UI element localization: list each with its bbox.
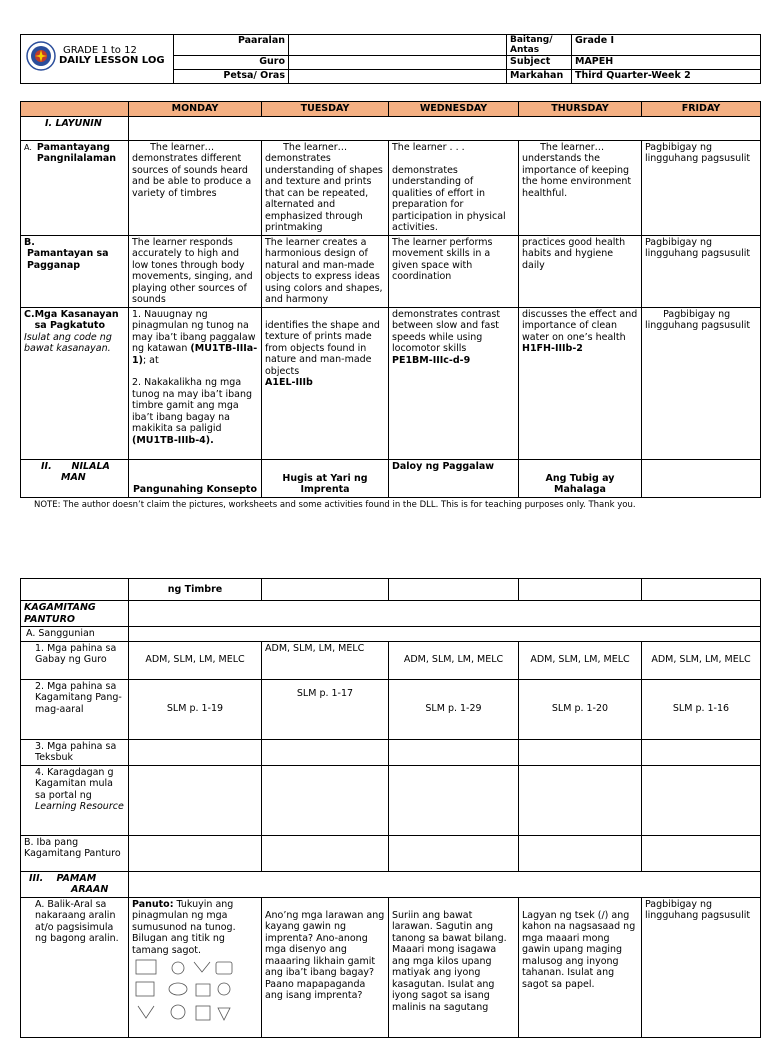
section-nilalaman-heading [21,459,129,497]
kagamitan-row3-monday [129,739,262,765]
pamamaraan-word1: PAMAM [56,872,97,884]
thursday-objective-code: H1FH-IIIb-2 [522,343,583,354]
kagamitan-row2-wednesday: SLM p. 1-29 [389,679,519,739]
row-c-thursday [519,307,642,459]
nilalaman-wednesday: Daloy ng Paggalaw [389,459,519,497]
monday-objective-1-code: (MU1TB-IIIa-1) [132,343,258,366]
corner-cell [21,102,129,117]
section-layunin-heading: I. LAYUNIN [21,116,129,140]
day-header-thursday: THURSDAY [519,102,642,117]
wednesday-objective-code: PE1BM-IIIc-d-9 [392,354,471,366]
nilalaman-num: II. [41,460,52,472]
kagamitan-row3-label: 3. Mga pahina sa Teksbuk [21,739,129,765]
row-a-tuesday: The learner… demonstrates understanding of shapes and texture and prints that can be repeated, alternated and emphasized through printmaking [262,140,389,235]
row-b-monday: The learner responds accurately to high and low tones through body movements, singing, and playing other sources of sounds [129,235,262,307]
monday-objective-1: 1. Nauugnay ng pinagmulan ng tunog na may iba’t ibang paggalaw ng katawan [132,308,256,354]
date-label: Petsa/ Oras [174,70,289,84]
subject-label: Subject [507,56,572,70]
row-b-thursday: practices good health habits and hygiene daily [519,235,642,307]
row-b-friday: Pagbibigay ng lingguhang pagsusulit [642,235,761,307]
row-c-friday: Pagbibigay ng lingguhang pagsusulit [642,307,761,459]
row-c-label: Mga Kasanayan sa Pagkatuto [34,308,119,331]
row-c-label-cell [21,307,129,459]
row-a-thursday: The learner… understands the importance of keeping the home environment healthful. [519,140,642,235]
subject-value[interactable]: MAPEH [572,56,761,70]
kagamitan-row2-thursday: SLM p. 1-20 [519,679,642,739]
grade-value[interactable]: Grade I [572,35,761,56]
monday-objective-2: 2. Nakakalikha ng mga tunog na may iba’t ibang timbre gamit ang mga iba’t ibang bagay na makikita sa paligid [132,377,253,434]
kagamitan-row3-thursday [519,739,642,765]
monday-objective-2-code: (MU1TB-IIIb-4). [132,434,214,446]
row-c-marker: C. [24,308,35,320]
nilalaman-word2: MAN [61,472,86,483]
row-a-friday: Pagbibigay ng lingguhang pagsusulit [642,140,761,235]
row-a-label: Pamantayang Pangnilalaman [36,141,117,164]
row-b-label: Pamantayan sa Pagganap [27,248,109,271]
lesson-log-table [20,101,761,498]
kagamitan-row2-label: 2. Mga pahina sa Kagamitang Pang-mag-aaral [21,679,129,739]
worksheet-pictures-icon [132,958,242,1030]
thursday-objective: discusses the effect and importance of clean water on one’s health [522,308,638,343]
section-pamamaraan-heading [21,871,129,897]
kagamitan-row1-monday: ADM, SLM, LM, MELC [129,641,262,679]
kagamitan-row3-tuesday [262,739,389,765]
pamamaraan-num: III. [29,872,44,884]
row-c-wednesday [389,307,519,459]
kagamitan-row4-label-cell [21,765,129,835]
panuto-label: Panuto: [132,898,174,910]
disclaimer-note: NOTE: The author doesn’t claim the pictures, worksheets and some activities found in the DLL. This is for teaching purposes only. Thank you. [34,500,636,510]
kagamitan-row2-tuesday: SLM p. 1-17 [262,679,389,739]
tuesday-objective-code: A1EL-IIIb [265,377,313,388]
nilalaman-friday [642,459,761,497]
kagamitan-row4-italic: Learning Resource [35,801,124,812]
header-table [20,34,761,84]
row-a-wednesday: The learner . . . demonstrates understanding of qualities of effort in preparation for participation in physical activities. [389,140,519,235]
kagamitan-row4-label: 4. Karagdagan g Kagamitan mula sa portal ng [35,766,114,801]
row-c-note: Isulat ang code ng bawat kasanayan. [24,331,112,354]
nilalaman-monday: Pangunahing Konsepto [129,459,262,497]
form-title: GRADE 1 to 12 [63,45,137,56]
nilalaman-thursday: Ang Tubig ay Mahalaga [519,459,642,497]
balik-aral-monday [129,897,262,1037]
nilalaman-tuesday: Hugis at Yari ng Imprenta [262,459,389,497]
wednesday-objective: demonstrates contrast between slow and fast speeds while using locomotor skills [392,308,501,354]
panuto-text: Tukuyin ang pinagmulan ng mga sumusunod na tunog. Bilugan ang titik ng tamang sagot. [132,898,236,956]
row-a-label-cell [21,140,129,235]
cont-corner-cell [21,579,129,601]
row-b-tuesday: The learner creates a harmonious design of natural and man-made objects to express ideas using colors and shapes, and harmony [262,235,389,307]
grade-label: Baitang/ Antas [507,35,572,56]
balik-aral-wednesday: Suriin ang bawat larawan. Sagutin ang tanong sa bawat bilang. Maaari mong isagawa ang mga kilos upang matiyak ang iyong kasagutan. Isulat ang iyong sagot sa isang malinis na sagutang [389,897,519,1037]
day-header-friday: FRIDAY [642,102,761,117]
kagamitan-row1-thursday: ADM, SLM, LM, MELC [519,641,642,679]
lesson-log-continuation-table [20,578,761,1038]
kagamitan-row1-label: 1. Mga pahina sa Gabay ng Guro [21,641,129,679]
balik-aral-tuesday: Ano’ng mga larawan ang kayang gawin ng imprenta? Ano-anong mga disenyo ang maaaring likhain gamit ang iba’t ibang bagay? Paano mapapaganda ang isang imprenta? [262,897,389,1037]
day-header-tuesday: TUESDAY [262,102,389,117]
iba-pang-kagamitan-label: B. Iba pang Kagamitang Panturo [21,835,129,871]
nilalaman-monday-continued: ng Timbre [129,579,262,601]
kagamitan-row1-wednesday: ADM, SLM, LM, MELC [389,641,519,679]
row-c-tuesday [262,307,389,459]
balik-aral-friday: Pagbibigay ng lingguhang pagsusulit [642,897,761,1037]
row-b-wednesday: The learner performs movement skills in a given space with coordination [389,235,519,307]
kagamitan-row1-friday: ADM, SLM, LM, MELC [642,641,761,679]
form-subtitle: DAILY LESSON LOG [59,55,165,66]
day-header-monday: MONDAY [129,102,262,117]
kagamitan-row2-friday: SLM p. 1-16 [642,679,761,739]
balik-aral-label: A. Balik-Aral sa nakaraang aralin at/o pagsisimula ng bagong aralin. [21,897,129,1037]
quarter-label: Markahan [507,70,572,84]
kagamitan-row3-friday [642,739,761,765]
row-a-monday: The learner… demonstrates different sources of sounds heard and be able to produce a variety of timbres [129,140,262,235]
school-label: Paaralan [174,35,289,56]
kagamitan-row3-wednesday [389,739,519,765]
row-b-marker: B. [24,236,35,248]
section-layunin-blank [129,116,761,140]
kagamitan-row2-monday: SLM p. 1-19 [129,679,262,739]
nilalaman-word1: NILALA [71,460,110,472]
deped-seal-icon [26,41,56,71]
section-kagamitan-heading: KAGAMITANG PANTURO [21,601,129,627]
logo-cell [21,35,174,84]
row-c-monday [129,307,262,459]
teacher-value[interactable] [289,56,507,70]
pamamaraan-word2: ARAAN [71,884,109,895]
day-header-wednesday: WEDNESDAY [389,102,519,117]
teacher-label: Guro [174,56,289,70]
school-value[interactable] [289,35,507,56]
balik-aral-thursday: Lagyan ng tsek (/) ang kahon na nagsasaad ng mga maaari mong gawin upang maging malusog ang inyong tahanan. Isulat ang sagot sa papel. [519,897,642,1037]
monday-objective-1-tail: ; at [142,354,159,366]
kagamitan-row1-tuesday: ADM, SLM, LM, MELC [262,641,389,679]
row-b-label-cell [21,235,129,307]
date-value[interactable] [289,70,507,84]
tuesday-objective: identifies the shape and texture of prints made from objects found in nature and man-made objects [265,319,380,377]
quarter-value[interactable]: Third Quarter-Week 2 [572,70,761,84]
sanggunian-label: A. Sanggunian [21,627,129,642]
row-a-marker: A. [24,142,32,152]
